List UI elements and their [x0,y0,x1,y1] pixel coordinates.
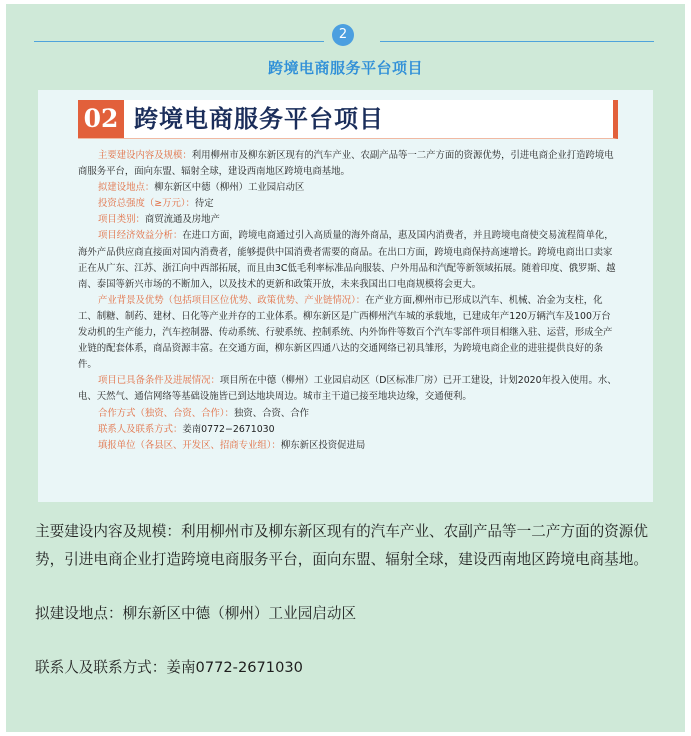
doc-row-background [78,293,618,373]
doc-row-label: 投资总强度（≥万元）： [98,198,195,210]
section-number-badge: 2 [332,24,354,46]
doc-row-text: 柳东新区投资促进局 [280,439,366,451]
doc-row-text: 利用柳州市及柳东新区现有的汽车产业、农副产品等一二产方面的资源优势，引进电商企业打造跨境电商服务平台，面向东盟、辐射全球，建设西南地区跨境电商基地。 [78,150,614,178]
project-document-image [38,90,653,502]
caption-scale-text: 利用柳州市及柳东新区现有的汽车产业、农副产品等一二产方面的资源优势，引进电商企业打造跨境电商服务平台，面向东盟、辐射全球，建设西南地区跨境电商基地。 [35,523,648,568]
doc-row-text: 在产业方面,柳州市已形成以汽车、机械、冶金为支柱，化工、制糖、制药、建材、日化等产业并存的工业体系。柳东新区是广西柳州汽车城的承载地，已建成年产120万辆汽车及100万台发动机的生产能力，汽车控制器、传动系统、行驶系统、控制系统、内外饰件等数百个汽车零部件项目相继入驻、运营，形成全产业链的配套体系，商品资源丰富。在交通方面，柳东新区四通八达的交通网络已初具雏形，为跨境电商企业的进驻提供良好的条件。 [78,294,613,371]
doc-row-cooperation [78,406,618,422]
caption-contact [35,654,660,682]
doc-row-scale [78,148,618,180]
caption-site-label: 拟建设地点： [35,605,123,622]
doc-row-label: 合作方式（独资、合资、合作）： [98,407,234,419]
doc-row-contact [78,422,618,438]
caption-site [35,600,660,628]
doc-row-text: 姜南0772−2671030 [182,423,275,435]
doc-row-progress [78,373,618,405]
doc-row-label: 联系人及联系方式： [98,423,183,435]
doc-row-investment [78,196,618,212]
doc-row-text: 待定 [194,198,214,210]
doc-row-text: 商贸流通及房地产 [144,214,220,226]
doc-row-text: 项目所在中德（柳州）工业园启动区（D区标准厂房）已开工建设，计划2020年投入使用。水、电、天然气、通信网络等基础设施皆已到达地块周边。城市主干道已接至地块边缘，交通便利。 [78,375,617,403]
caption-scale [35,518,660,574]
doc-row-site [78,180,618,196]
doc-row-unit [78,438,618,454]
document-title: 跨境电商服务平台项目 [134,104,384,133]
doc-row-benefit [78,228,618,292]
doc-row-label: 产业背景及优势（包括项目区位优势、政策优势、产业链情况）： [98,294,366,306]
content-card [6,4,685,732]
doc-row-label: 项目经济效益分析： [98,230,183,242]
divider-left [34,41,324,42]
document-number-badge: 02 [78,100,124,138]
doc-row-text: 柳东新区中德（柳州）工业园启动区 [154,182,305,194]
doc-row-label: 填报单位（各县区、开发区、招商专业组）： [98,439,281,451]
section-title: 跨境电商服务平台项目 [267,59,423,77]
caption-scale-label: 主要建设内容及规模： [35,523,181,540]
doc-row-text: 独资、合资、合作 [233,407,309,419]
doc-row-label: 拟建设地点： [98,182,155,194]
caption-contact-text: 姜南0772-2671030 [166,659,303,676]
doc-row-label: 项目类别： [98,214,145,226]
doc-row-category [78,212,618,228]
document-header [78,100,618,139]
document-body [78,148,618,454]
caption-contact-label: 联系人及联系方式： [35,659,167,676]
divider-right [380,41,654,42]
caption-site-text: 柳东新区中德（柳州）工业园启动区 [122,605,357,622]
doc-row-label: 项目已具备条件及进展情况： [98,375,220,387]
article-caption [35,518,660,682]
doc-row-label: 主要建设内容及规模： [98,150,192,161]
doc-row-text: 在进口方面，跨境电商通过引入高质量的海外商品，惠及国内消费者，并且跨境电商使交易流程简单化，海外产品供应商直接面对国内消费者，能够提供中国消费者需要的商品。在出口方面，跨境电商保持高速增长。跨境电商出口卖家正在从广东、江苏、浙江向中西部拓展，而且由3C低毛利率标准品向服装、户外用品和汽配等新领域拓展。随着印度、俄罗斯、越南、泰国等新兴市场的不断加入，以及技术的更新和政策开放，未来我国出口电商规模将会更大。 [78,230,616,290]
